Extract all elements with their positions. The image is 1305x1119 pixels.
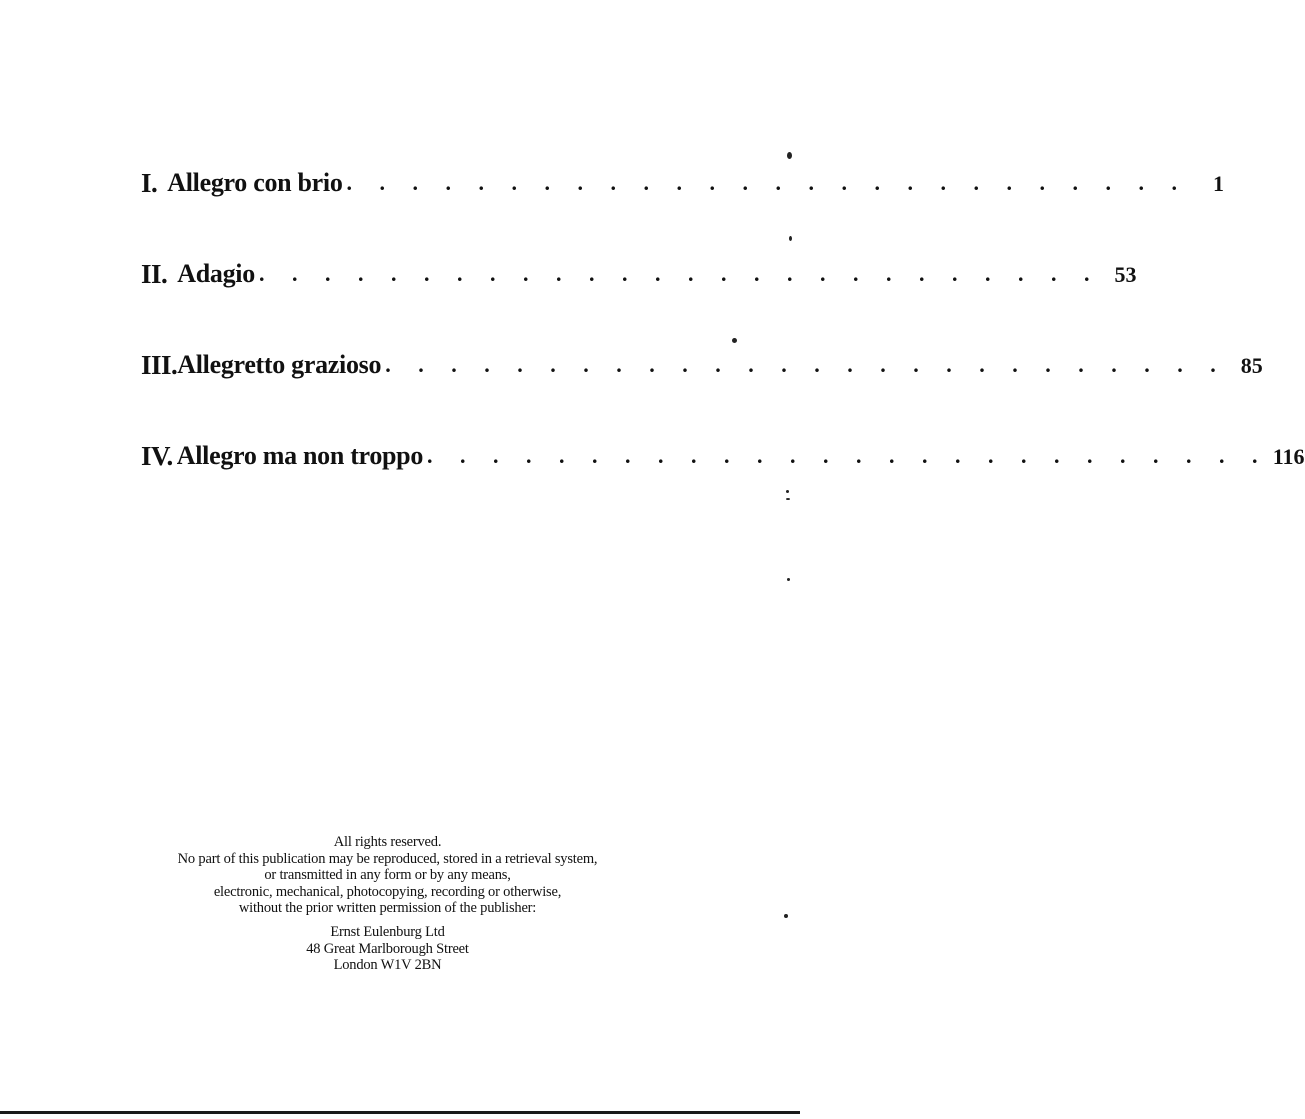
scan-speck bbox=[787, 578, 790, 581]
movement-numeral: I. bbox=[141, 168, 158, 198]
scan-speck bbox=[732, 338, 737, 343]
dot-leader: . . . . . . . . . . . . . . . . . . . . . . . . . . bbox=[385, 352, 1227, 377]
publisher-address bbox=[0, 924, 775, 974]
toc-entry bbox=[141, 168, 1225, 259]
scan-speck bbox=[786, 490, 789, 493]
scan-speck bbox=[786, 498, 790, 500]
toc-entry bbox=[141, 441, 1305, 532]
bottom-edge-rule bbox=[0, 1111, 800, 1114]
publisher-city: London W1V 2BN bbox=[333, 957, 442, 973]
movement-title: Allegro ma non troppo bbox=[176, 441, 424, 470]
page-number: 85 bbox=[1240, 353, 1263, 378]
copyright-line: or transmitted in any form or by any means, bbox=[264, 867, 511, 883]
page-number: 1 bbox=[1213, 171, 1225, 196]
movement-numeral: III. bbox=[141, 350, 178, 380]
copyright-line: All rights reserved. bbox=[333, 834, 442, 850]
movement-numeral: II. bbox=[141, 259, 168, 289]
scan-speck bbox=[789, 236, 792, 241]
movement-title: Adagio bbox=[177, 259, 255, 288]
movement-title: Allegro con brio bbox=[167, 168, 343, 197]
table-of-contents bbox=[141, 168, 1305, 532]
dot-leader: . . . . . . . . . . . . . . . . . . . . . . . . . . bbox=[427, 443, 1269, 468]
publisher-name: Ernst Eulenburg Ltd bbox=[330, 924, 445, 940]
publisher-street: 48 Great Marlborough Street bbox=[306, 940, 469, 957]
copyright-notice bbox=[0, 834, 775, 917]
page-number: 116 bbox=[1272, 444, 1305, 469]
dot-leader: . . . . . . . . . . . . . . . . . . . . . . . . . . bbox=[258, 261, 1101, 286]
scan-speck bbox=[787, 152, 792, 159]
dot-leader: . . . . . . . . . . . . . . . . . . . . . . . . . . bbox=[346, 170, 1189, 195]
page-number: 53 bbox=[1114, 262, 1137, 287]
scan-speck bbox=[784, 914, 788, 918]
movement-title: Allegretto grazioso bbox=[177, 350, 382, 379]
copyright-line: electronic, mechanical, photocopying, recording or otherwise, bbox=[213, 883, 562, 900]
copyright-line: No part of this publication may be reproduced, stored in a retrieval system, bbox=[177, 850, 598, 867]
toc-entry bbox=[141, 259, 1137, 350]
movement-numeral: IV. bbox=[141, 441, 173, 471]
copyright-line: without the prior written permission of the publisher: bbox=[238, 900, 537, 916]
toc-entry bbox=[141, 350, 1263, 441]
